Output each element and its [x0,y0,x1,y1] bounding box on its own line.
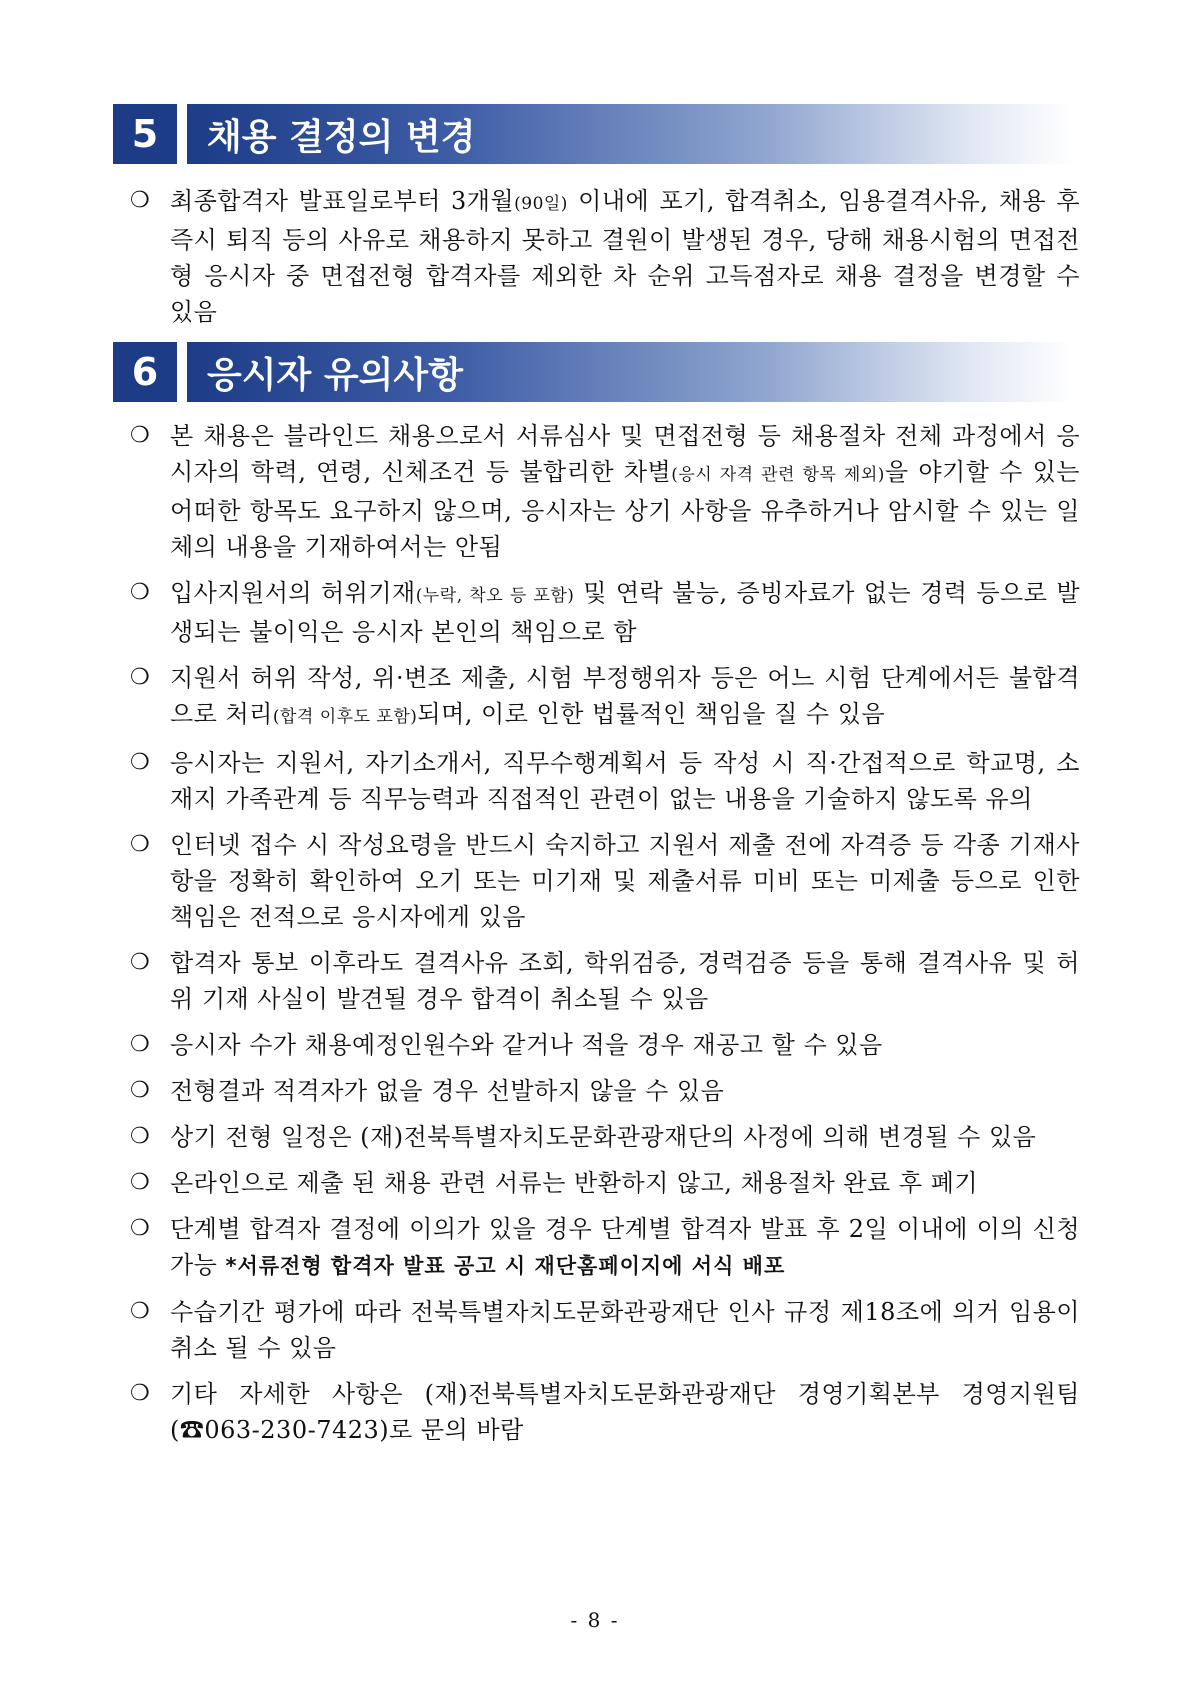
bullet-icon: ❍ [130,750,151,775]
list-item: ❍ 인터넷 접수 시 작성요령을 반드시 숙지하고 지원서 제출 전에 자격증 등 각종 기재사항을 정확히 확인하여 오기 또는 미기재 및 제출서류 미비 또는 미제출 등으로 인한 책임은 전적으로 응시자에게 있음 [130,827,1080,935]
bullet-icon: ❍ [130,950,151,975]
page-number: - 8 - [570,1608,620,1632]
section-5-list [130,183,1080,340]
bullet-icon: ❍ [130,1170,151,1195]
list-item: ❍ 합격자 통보 이후라도 결격사유 조회, 학위검증, 경력검증 등을 통해 결격사유 및 허위 기재 사실이 발견될 경우 합격이 취소될 수 있음 [130,945,1080,1017]
list-item: ❍ 응시자는 지원서, 자기소개서, 직무수행계획서 등 작성 시 직·간접적으로 학교명, 소재지 가족관계 등 직무능력과 직접적인 관련이 없는 내용을 기술하지 않도록 유의 [130,745,1080,817]
list-item: ❍ 입사지원서의 허위기재(누락, 착오 등 포함) 및 연락 불능, 증빙자료가 없는 경력 등으로 발생되는 불이익은 응시자 본인의 책임으로 함 [130,575,1080,650]
form-distribution-note: *서류전형 합격자 발표 공고 시 재단홈페이지에 서식 배포 [225,1254,786,1278]
section-6-header [113,342,1073,402]
bullet-icon: ❍ [130,1032,151,1057]
list-item: ❍ 최종합격자 발표일로부터 3개월(90일) 이내에 포기, 합격취소, 임용결격사유, 채용 후 즉시 퇴직 등의 사유로 채용하지 못하고 결원이 발생된 경우, 당해 채용시험의 면접전형 응시자 중 면접전형 합격자를 제외한 차 순위 고득점자로 채용 결정을 변경할 수 있음 [130,183,1080,330]
bullet-icon: ❍ [130,832,151,857]
list-item: ❍ 응시자 수가 채용예정인원수와 같거나 적을 경우 재공고 할 수 있음 [130,1027,1080,1063]
section-5-title: 채용 결정의 변경 [187,104,1073,164]
section-5-header [113,104,1073,164]
list-item: ❍ 지원서 허위 작성, 위·변조 제출, 시험 부정행위자 등은 어느 시험 단계에서든 불합격으로 처리(합격 이후도 포함)되며, 이로 인한 법률적인 책임을 질 수 있음 [130,660,1080,735]
bullet-icon: ❍ [130,580,151,605]
list-item: ❍ 기타 자세한 사항은 (재)전북특별자치도문화관광재단 경영기획본부 경영지원팀 (☎063-230-7423)로 문의 바람 [130,1376,1080,1448]
list-item: ❍ 단계별 합격자 결정에 이의가 있을 경우 단계별 합격자 발표 후 2일 이내에 이의 신청가능 *서류전형 합격자 발표 공고 시 재단홈페이지에 서식 배포 [130,1211,1080,1284]
section-6-title: 응시자 유의사항 [187,342,1073,402]
section-5-number: 5 [113,104,177,164]
bullet-icon: ❍ [130,188,151,213]
list-item: ❍ 전형결과 적격자가 없을 경우 선발하지 않을 수 있음 [130,1073,1080,1109]
section-6-list [130,418,1080,1458]
bullet-icon: ❍ [130,665,151,690]
bullet-icon: ❍ [130,1381,151,1406]
bullet-icon: ❍ [130,423,151,448]
bullet-icon: ❍ [130,1299,151,1324]
list-item: ❍ 수습기간 평가에 따라 전북특별자치도문화관광재단 인사 규정 제18조에 의거 임용이 취소 될 수 있음 [130,1294,1080,1366]
section-6-number: 6 [113,342,177,402]
list-item: ❍ 본 채용은 블라인드 채용으로서 서류심사 및 면접전형 등 채용절차 전체 과정에서 응시자의 학력, 연령, 신체조건 등 불합리한 차별(응시 자격 관련 항목 제외)을 야기할 수 있는 어떠한 항목도 요구하지 않으며, 응시자는 상기 사항을 유추하거나 암시할 수 있는 일체의 내용을 기재하여서는 안됨 [130,418,1080,565]
bullet-icon: ❍ [130,1124,151,1149]
section-5-gap [177,104,187,164]
section-6-gap [177,342,187,402]
bullet-icon: ❍ [130,1078,151,1103]
list-item: ❍ 온라인으로 제출 된 채용 관련 서류는 반환하지 않고, 채용절차 완료 후 폐기 [130,1165,1080,1201]
bullet-icon: ❍ [130,1216,151,1241]
list-item: ❍ 상기 전형 일정은 (재)전북특별자치도문화관광재단의 사정에 의해 변경될 수 있음 [130,1119,1080,1155]
